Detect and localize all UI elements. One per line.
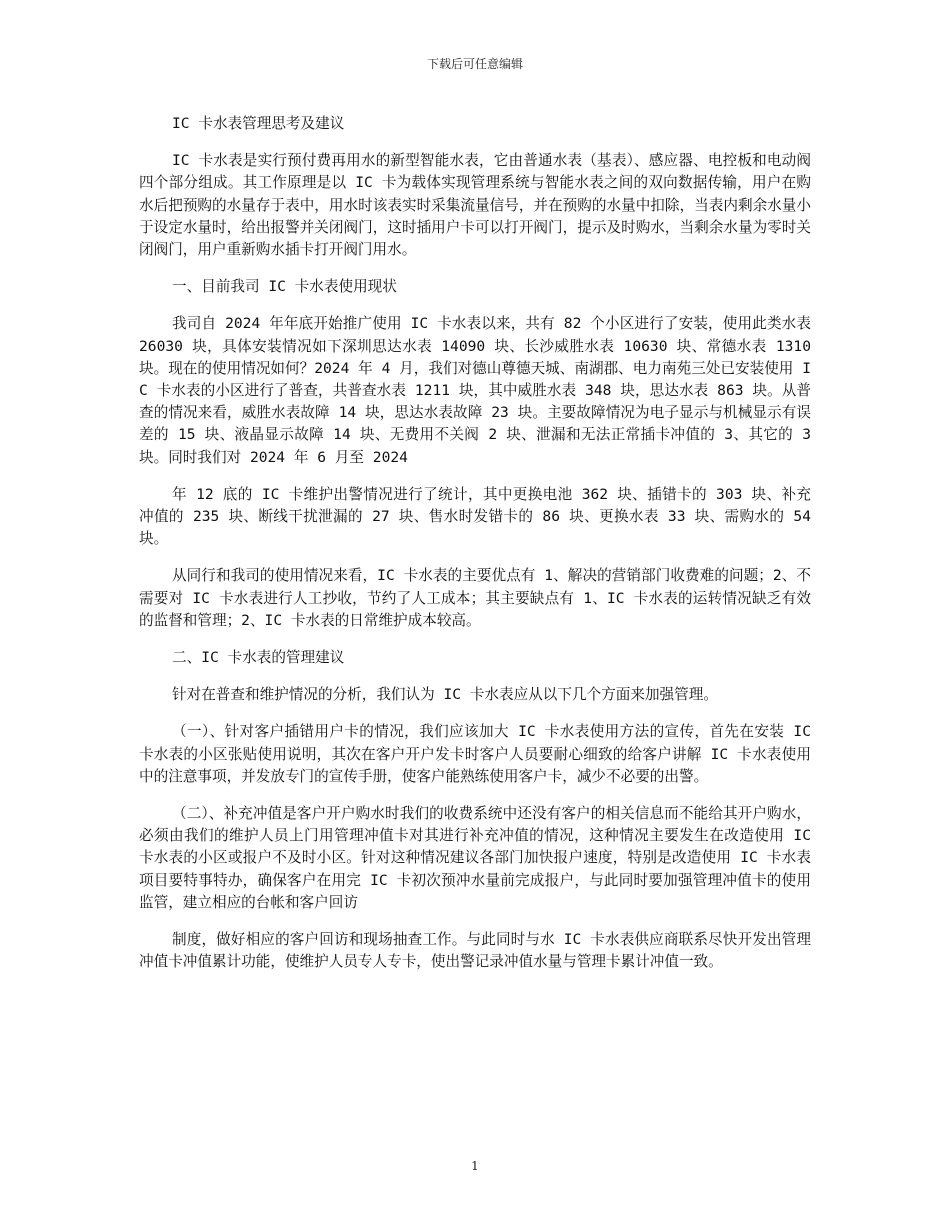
paragraph-suggestion-two-cont: 制度，做好相应的客户回访和现场抽查工作。与此同时与水 IC 卡水表供应商联系尽快开发出管理冲值卡冲值累计功能，使维护人员专人专卡，使出警记录冲值水量与管理卡累计冲值一致。 xyxy=(139,931,811,971)
paragraph-status-survey: 我司自 2024 年年底开始推广使用 IC 卡水表以来，共有 82 个小区进行了安装，使用此类水表 26030 块，具体安装情况如下深圳思达水表 14090 块、长沙威胜水表 10630 块、常德水表 1310 块。现在的使用情况如何？2024 年 4 月，我们对德山尊德天城、南湖郡、电力南苑三处已安装使用 IC 卡水表的小区进行了普查，共普查水表 1211 块，其中威胜水表 348 块，思达水表 863 块。从普查的情况来看，威胜水表故障 14 块，思达水表故障 23 块。主要故障情况为电子显示与机械显示有误差的 15 块、液晶显示故障 14 块、无费用不关阀 2 块、泄漏和无法正常插卡冲值的 3、其它的 3 块。同时我们对 2024 年 6 月至 2024 xyxy=(139,315,811,466)
document-title: IC 卡水表管理思考及建议 xyxy=(172,115,345,132)
paragraph-pros-cons: 从同行和我司的使用情况来看，IC 卡水表的主要优点有 1、解决的营销部门收费难的问题；2、不需要对 IC 卡水表进行人工抄收，节约了人工成本；其主要缺点有 1、IC 卡水表的运转情况缺乏有效的监督和管理；2、IC 卡水表的日常维护成本较高。 xyxy=(139,567,811,629)
section-heading-suggestions: 二、IC 卡水表的管理建议 xyxy=(172,649,345,667)
section-heading-status: 一、目前我司 IC 卡水表使用现状 xyxy=(172,278,397,296)
paragraph-suggestion-two: （二）、补充冲值是客户开户购水时我们的收费系统中还没有客户的相关信息而不能给其开户购水，必须由我们的维护人员上门用管理冲值卡对其进行补充冲值的情况，这种情况主要发生在改造使用 IC 卡水表的小区或报户不及时小区。针对这种情况建议各部门加快报户速度，特别是改造使用 IC 卡水表项目要特事特办，确保客户在用完 IC 卡初次预冲水量前完成报户，与此同时要加强管理冲值卡的使用监管，建立相应的台帐和客户回访 xyxy=(139,805,811,911)
paragraph-maintenance-stats: 年 12 底的 IC 卡维护出警情况进行了统计，其中更换电池 362 块、插错卡的 303 块、补充冲值的 235 块、断线干扰泄漏的 27 块、售水时发错卡的 86 块、更换水表 33 块、需购水的 54 块。 xyxy=(139,485,811,548)
paragraph-suggestion-one: （一）、针对客户插错用户卡的情况，我们应该加大 IC 卡水表使用方法的宣传，首先在安装 IC 卡水表的小区张贴使用说明，其次在客户开户发卡时客户人员要耐心细致的给客户讲解 IC 卡水表使用中的注意事项，并发放专门的宣传手册，使客户能熟练使用客户卡，减少不必要的出警。 xyxy=(139,723,811,785)
page-number: 1 xyxy=(471,1159,479,1173)
paragraph-suggestions-intro: 针对在普查和维护情况的分析，我们认为 IC 卡水表应从以下几个方面来加强管理。 xyxy=(172,686,718,704)
document-body xyxy=(139,113,811,989)
page-header: 下载后可任意编辑 xyxy=(426,57,523,71)
paragraph-intro: IC 卡水表是实行预付费再用水的新型智能水表，它由普通水表（基表）、感应器、电控板和电动阀四个部分组成。其工作原理是以 IC 卡为载体实现管理系统与智能水表之间的双向数据传输，用户在购水后把预购的水量存于表中，用水时该表实时采集流量信号，并在预购的水量中扣除，当表内剩余水量小于设定水量时，给出报警并关闭阀门，这时插用户卡可以打开阀门，提示及时购水，当剩余水量为零时关闭阀门，用户重新购水插卡打开阀门用水。 xyxy=(139,152,811,259)
